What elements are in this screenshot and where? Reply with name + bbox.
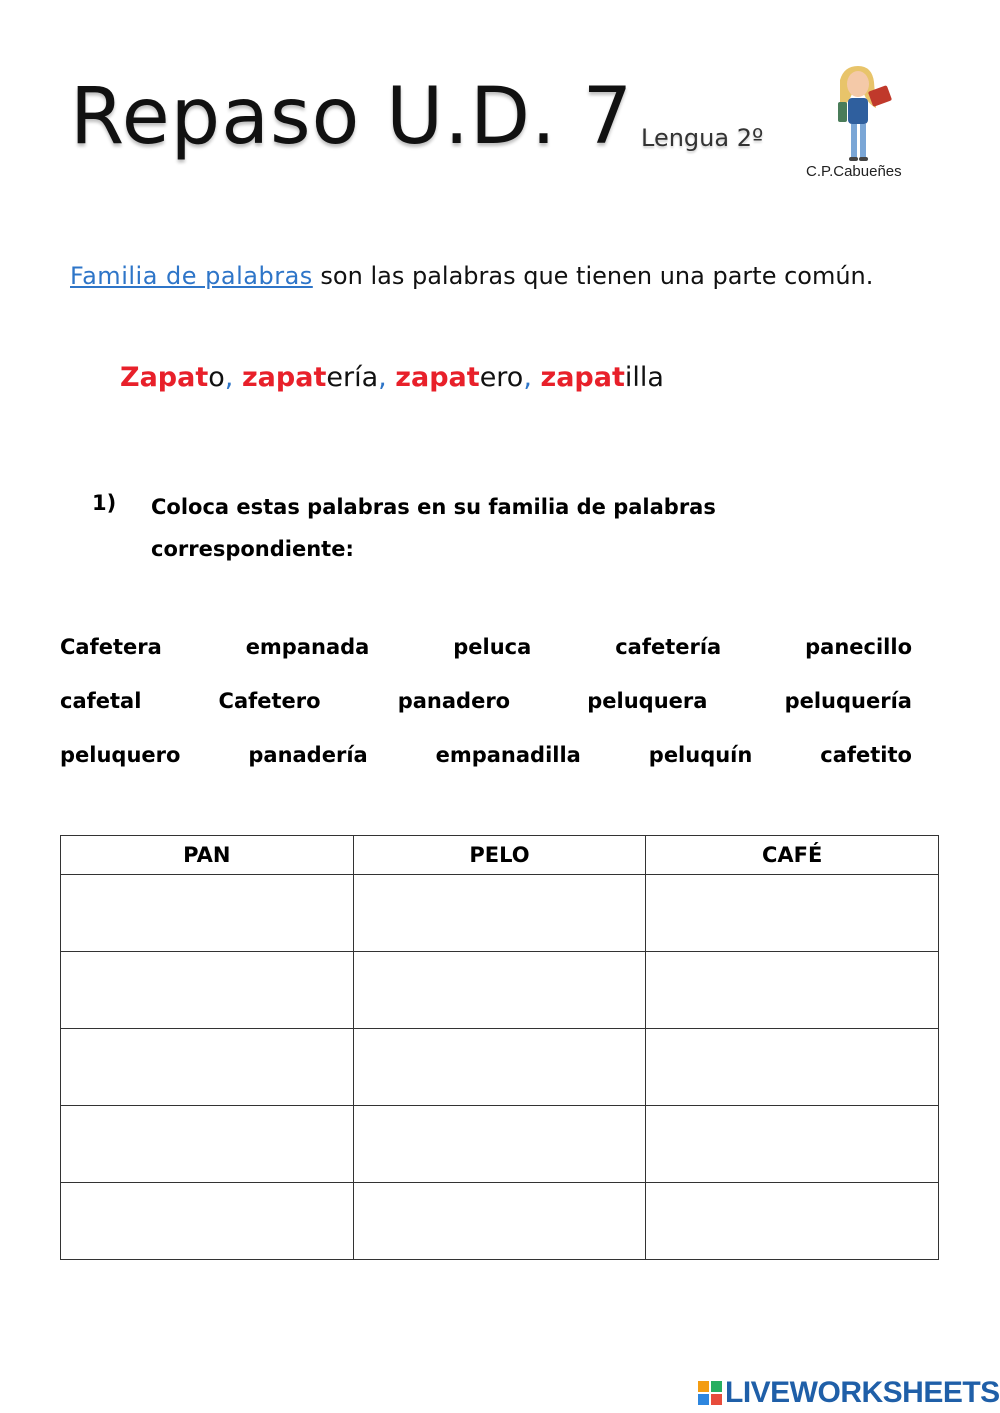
- answer-row: [61, 952, 939, 1029]
- word-item: peluca: [453, 635, 532, 659]
- word-item: panadero: [397, 689, 511, 713]
- word-item: Cafetera: [60, 635, 162, 659]
- example-word-family: [120, 362, 664, 393]
- question-text: Coloca estas palabras en su familia de palabras correspondiente:: [151, 495, 716, 561]
- subject-label: Lengua 2º: [641, 124, 764, 152]
- answer-cell[interactable]: [61, 1183, 354, 1260]
- example-word: Zapato,: [120, 362, 242, 393]
- answer-table-header: [61, 836, 939, 875]
- word-item: cafetal: [60, 689, 142, 713]
- answer-table: [60, 835, 939, 1260]
- answer-cell[interactable]: [353, 952, 646, 1029]
- word-item: cafetería: [615, 635, 722, 659]
- answer-cell[interactable]: [646, 1183, 939, 1260]
- answer-cell[interactable]: [61, 875, 354, 952]
- answer-cell[interactable]: [61, 952, 354, 1029]
- answer-cell[interactable]: [646, 1029, 939, 1106]
- word-item: peluquero: [60, 743, 181, 767]
- answer-cell[interactable]: [61, 1106, 354, 1183]
- brand-text: LIVEWORKSHEETS: [725, 1376, 1000, 1409]
- answer-cell[interactable]: [353, 1106, 646, 1183]
- word-item: cafetito: [820, 743, 912, 767]
- word-item: peluquería: [784, 689, 912, 713]
- answer-row: [61, 1029, 939, 1106]
- question-number: 1): [92, 491, 117, 515]
- definition-term: Familia de palabras: [70, 262, 313, 290]
- example-word: zapatero,: [395, 362, 541, 393]
- word-bank-row: [60, 620, 912, 674]
- student-avatar-icon: [818, 64, 898, 164]
- answer-row: [61, 1183, 939, 1260]
- word-item: empanadilla: [435, 743, 581, 767]
- definition-paragraph: [62, 252, 922, 300]
- page-title: Repaso U.D. 7: [70, 72, 634, 162]
- column-header-pan: PAN: [61, 836, 354, 875]
- answer-cell[interactable]: [646, 1106, 939, 1183]
- liveworksheets-logo-icon: [697, 1380, 723, 1406]
- word-item: Cafetero: [218, 689, 321, 713]
- word-item: empanada: [245, 635, 370, 659]
- answer-cell[interactable]: [61, 1029, 354, 1106]
- liveworksheets-brand: [697, 1376, 1000, 1410]
- word-item: peluquín: [648, 743, 753, 767]
- answer-cell[interactable]: [646, 875, 939, 952]
- answer-row: [61, 1106, 939, 1183]
- example-word: zapatilla: [540, 362, 664, 393]
- word-bank-row: [60, 674, 912, 728]
- word-item: panecillo: [805, 635, 912, 659]
- answer-cell[interactable]: [646, 952, 939, 1029]
- answer-row: [61, 875, 939, 952]
- answer-cell[interactable]: [353, 875, 646, 952]
- answer-cell[interactable]: [353, 1183, 646, 1260]
- column-header-pelo: PELO: [353, 836, 646, 875]
- answer-cell[interactable]: [353, 1029, 646, 1106]
- column-header-cafe: CAFÉ: [646, 836, 939, 875]
- word-item: peluquera: [587, 689, 708, 713]
- school-name: C.P.Cabueñes: [806, 163, 902, 180]
- word-bank-row: [60, 728, 912, 782]
- word-bank: [60, 620, 912, 782]
- definition-text: son las palabras que tienen una parte común.: [312, 262, 874, 290]
- example-word: zapatería,: [241, 362, 396, 393]
- word-item: panadería: [248, 743, 368, 767]
